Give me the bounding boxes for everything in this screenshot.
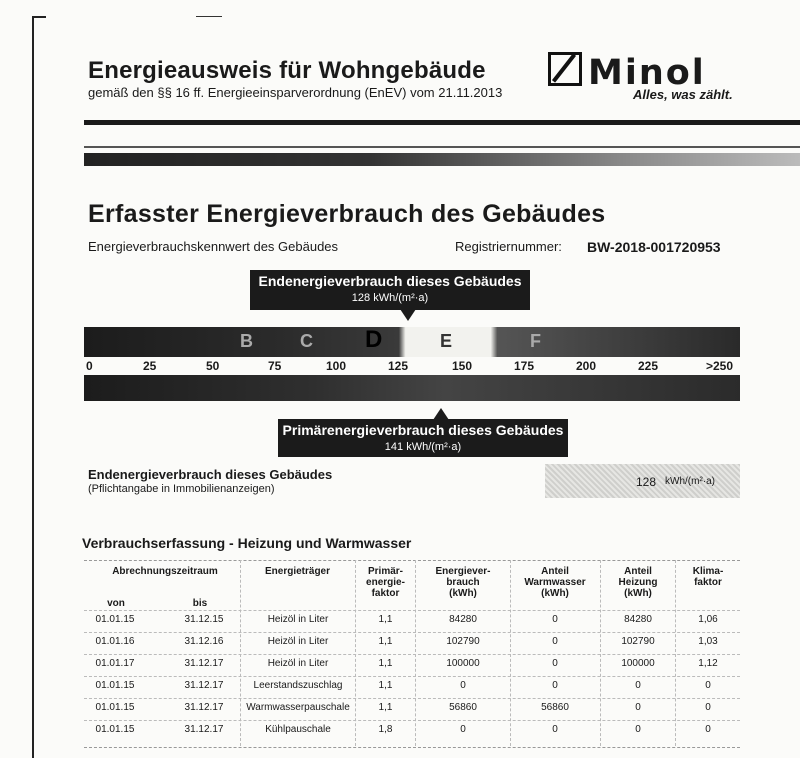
table-cell-traeger: Kühlpauschale <box>265 724 331 735</box>
class-letter-b: B <box>240 331 253 351</box>
primary-energy-callout <box>278 419 568 457</box>
header-von: von <box>107 598 125 609</box>
logo-mark-icon <box>548 52 582 86</box>
scale-tick: 200 <box>576 359 597 373</box>
header-primaer: Primär- energie- faktor <box>366 566 405 599</box>
scale-tick: 100 <box>326 359 347 373</box>
scale-tick: 75 <box>268 359 282 373</box>
table-cell-von: 01.01.15 <box>95 614 135 625</box>
table-cell-verbrauch: 0 <box>460 724 466 735</box>
table-cell-warmwasser: 56860 <box>541 702 569 713</box>
table-cell-bis: 31.12.17 <box>184 724 224 735</box>
table-cell-traeger: Heizöl in Liter <box>267 658 329 669</box>
header-klima: Klima- faktor <box>692 566 724 588</box>
table-cell-warmwasser: 0 <box>552 636 558 647</box>
table-cell-primaer: 1,1 <box>378 636 393 647</box>
header-bis: bis <box>192 598 208 609</box>
table-cell-warmwasser: 0 <box>552 614 558 625</box>
table-cell-warmwasser: 0 <box>552 680 558 691</box>
scale-tick: 50 <box>206 359 220 373</box>
row-divider <box>84 720 740 721</box>
header-heizung: Anteil Heizung (kWh) <box>618 566 658 599</box>
header-verbrauch: Energiever- brauch (kWh) <box>435 566 491 599</box>
table-cell-bis: 31.12.17 <box>184 658 224 669</box>
row-divider <box>84 676 740 677</box>
table-cell-primaer: 1,1 <box>378 658 393 669</box>
header-divider <box>84 120 800 125</box>
left-margin-rule <box>32 16 34 758</box>
row-divider <box>84 698 740 699</box>
table-cell-klima: 1,03 <box>698 636 718 647</box>
table-cell-verbrauch: 84280 <box>449 614 477 625</box>
table-cell-bis: 31.12.16 <box>184 636 224 647</box>
registriernummer-label: Registriernummer: <box>455 239 562 254</box>
table-cell-klima: 0 <box>705 724 711 735</box>
table-cell-primaer: 1,8 <box>378 724 393 735</box>
scale-tick: 125 <box>388 359 409 373</box>
end-energy-callout-title: Endenergieverbrauch dieses Gebäudes <box>258 273 522 289</box>
table-cell-klima: 0 <box>705 702 711 713</box>
table-divider <box>510 560 511 746</box>
header-divider-thin <box>84 146 800 148</box>
section-heading: Erfasster Energieverbrauch des Gebäudes <box>88 200 606 228</box>
table-cell-bis: 31.12.17 <box>184 702 224 713</box>
primary-energy-callout-title: Primärenergieverbrauch dieses Gebäudes <box>282 422 564 438</box>
table-divider <box>675 560 676 746</box>
table-cell-verbrauch: 100000 <box>446 658 480 669</box>
registriernummer-value: BW-2018-001720953 <box>587 239 721 255</box>
table-cell-primaer: 1,1 <box>378 614 393 625</box>
end-energy-callout <box>250 270 530 310</box>
logo-text: Minol <box>588 53 706 93</box>
table-cell-traeger: Warmwasserpauschale <box>246 702 350 713</box>
table-cell-bis: 31.12.15 <box>184 614 224 625</box>
logo-tagline: Alles, was zählt. <box>633 87 733 102</box>
summary-value: 128 <box>636 475 657 489</box>
class-letter-c: C <box>300 331 313 351</box>
table-cell-primaer: 1,1 <box>378 680 393 691</box>
row-divider <box>84 610 740 611</box>
table-cell-heizung: 0 <box>635 680 641 691</box>
table-cell-klima: 1,12 <box>698 658 718 669</box>
table-cell-heizung: 0 <box>635 724 641 735</box>
table-cell-primaer: 1,1 <box>378 702 393 713</box>
table-cell-von: 01.01.16 <box>95 636 135 647</box>
table-cell-traeger: Heizöl in Liter <box>267 636 329 647</box>
top-dash <box>196 16 222 17</box>
table-cell-warmwasser: 0 <box>552 724 558 735</box>
table-cell-verbrauch: 0 <box>460 680 466 691</box>
table-divider <box>415 560 416 746</box>
scale-tick: 25 <box>143 359 157 373</box>
table-cell-heizung: 84280 <box>624 614 652 625</box>
table-cell-klima: 1,06 <box>698 614 718 625</box>
summary-label: Endenergieverbrauch dieses Gebäudes <box>88 467 333 482</box>
table-divider <box>240 560 241 746</box>
table-title: Verbrauchserfassung - Heizung und Warmwasser <box>82 535 412 551</box>
class-letter-d: D <box>365 326 383 353</box>
kennwert-label: Energieverbrauchskennwert des Gebäudes <box>88 239 339 254</box>
header-warmwasser: Anteil Warmwasser (kWh) <box>524 566 586 599</box>
class-letter-e: E <box>440 331 453 351</box>
energy-scale-band <box>84 327 740 357</box>
table-divider <box>600 560 601 746</box>
document-title: Energieausweis für Wohngebäude <box>88 57 486 84</box>
table-cell-heizung: 0 <box>635 702 641 713</box>
table-divider <box>355 560 356 746</box>
primary-energy-callout-value: 141 kWh/(m²·a) <box>384 441 462 453</box>
table-cell-von: 01.01.15 <box>95 724 135 735</box>
header-traeger: Energieträger <box>264 566 331 577</box>
table-cell-bis: 31.12.17 <box>184 680 224 691</box>
primary-energy-band <box>84 375 740 401</box>
class-letter-f: F <box>530 331 541 351</box>
table-cell-klima: 0 <box>705 680 711 691</box>
end-energy-pointer-icon <box>400 309 416 321</box>
summary-sub: (Pflichtangabe in Immobilienanzeigen) <box>88 483 275 495</box>
scale-tick: 225 <box>638 359 659 373</box>
row-divider <box>84 654 740 655</box>
table-cell-verbrauch: 102790 <box>446 636 480 647</box>
summary-unit: kWh/(m²·a) <box>665 476 715 487</box>
header-gradient-band <box>84 153 800 166</box>
row-divider <box>84 632 740 633</box>
table-cell-verbrauch: 56860 <box>449 702 477 713</box>
scale-tick: 150 <box>452 359 473 373</box>
table-cell-heizung: 102790 <box>621 636 655 647</box>
scale-tick: >250 <box>706 359 734 373</box>
table-cell-von: 01.01.17 <box>95 658 135 669</box>
end-energy-callout-value: 128 kWh/(m²·a) <box>351 292 429 304</box>
scale-tick: 175 <box>514 359 535 373</box>
table-cell-traeger: Leerstandszuschlag <box>253 680 343 691</box>
top-corner-rule <box>32 16 46 18</box>
table-cell-warmwasser: 0 <box>552 658 558 669</box>
table-cell-traeger: Heizöl in Liter <box>267 614 329 625</box>
table-cell-heizung: 100000 <box>621 658 655 669</box>
document-subtitle: gemäß den §§ 16 ff. Energieeinsparverordnung (EnEV) vom 21.11.2013 <box>88 85 503 100</box>
table-cell-von: 01.01.15 <box>95 702 135 713</box>
table-cell-von: 01.01.15 <box>95 680 135 691</box>
header-zeitraum: Abrechnungszeitraum <box>112 566 218 577</box>
scale-tick: 0 <box>86 359 93 373</box>
